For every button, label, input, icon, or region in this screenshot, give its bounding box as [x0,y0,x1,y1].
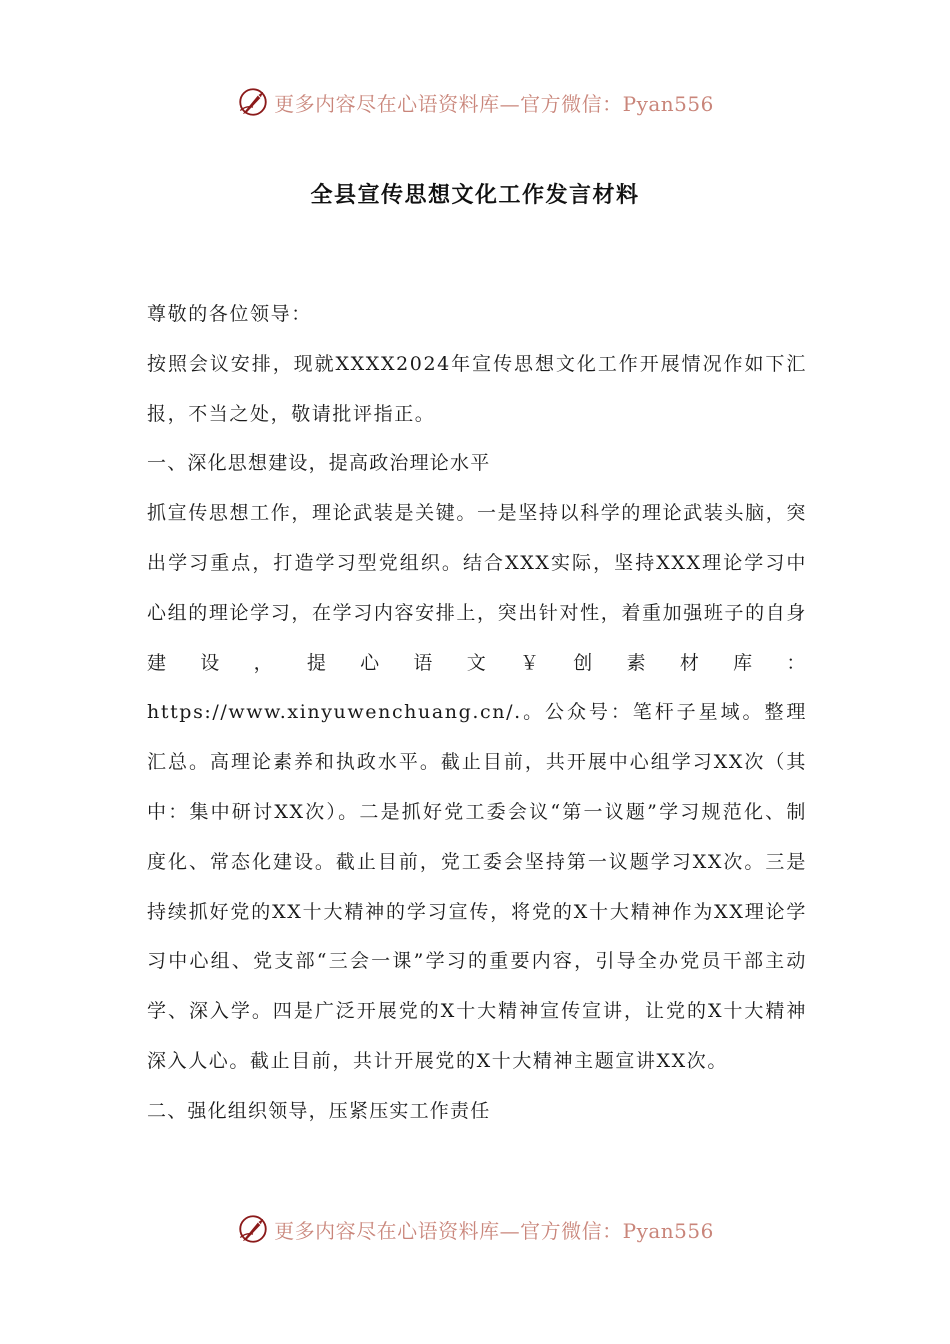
banner-text: 更多内容尽在心语资料库—官方微信：Pyan556 [274,91,714,116]
banner-text: 更多内容尽在心语资料库—官方微信：Pyan556 [274,1218,714,1243]
pen-nib-logo-icon [236,85,270,119]
footer-banner [0,1209,950,1249]
header-banner [0,82,950,122]
section-heading-2: 二、强化组织领导，压紧压实工作责任 [147,1099,491,1122]
intro-paragraph: 按照会议安排，现就XXXX2024年宣传思想文化工作开展情况作如下汇报，不当之处，敬请批评指正。 [147,352,807,425]
section-heading-1: 一、深化思想建设，提高政治理论水平 [147,452,491,475]
section-1-paragraph: 抓宣传思想工作，理论武装是关键。一是坚持以科学的理论武装头脑，突出学习重点，打造学习型党组织。结合XXX实际，坚持XXX理论学习中心组的理论学习，在学习内容安排上，突出针对性，着重加强班子的自身建设，提心语文￥创素材库：https://www.xinyuwenchuang.cn/.。公众号：笔杆子星域。整理汇总。高理论素养和执政水平。截止目前，共开展中心组学习XX次（其中：集中研讨XX次）。二是抓好党工委会议“第一议题”学习规范化、制度化、常态化建设。截止目前，党工委会坚持第一议题学习XX次。三是持续抓好党的XX十大精神的学习宣传，将党的X十大精神作为XX理论学习中心组、党支部“三会一课”学习的重要内容，引导全办党员干部主动学、深入学。四是广泛开展党的X十大精神宣传宣讲，让党的X十大精神深入人心。截止目前，共计开展党的X十大精神主题宣讲XX次。 [147,502,807,1072]
document-body [147,290,807,1137]
salutation: 尊敬的各位领导： [147,303,312,325]
document-title: 全县宣传思想文化工作发言材料 [310,182,640,208]
pen-nib-logo-icon [236,1212,270,1246]
